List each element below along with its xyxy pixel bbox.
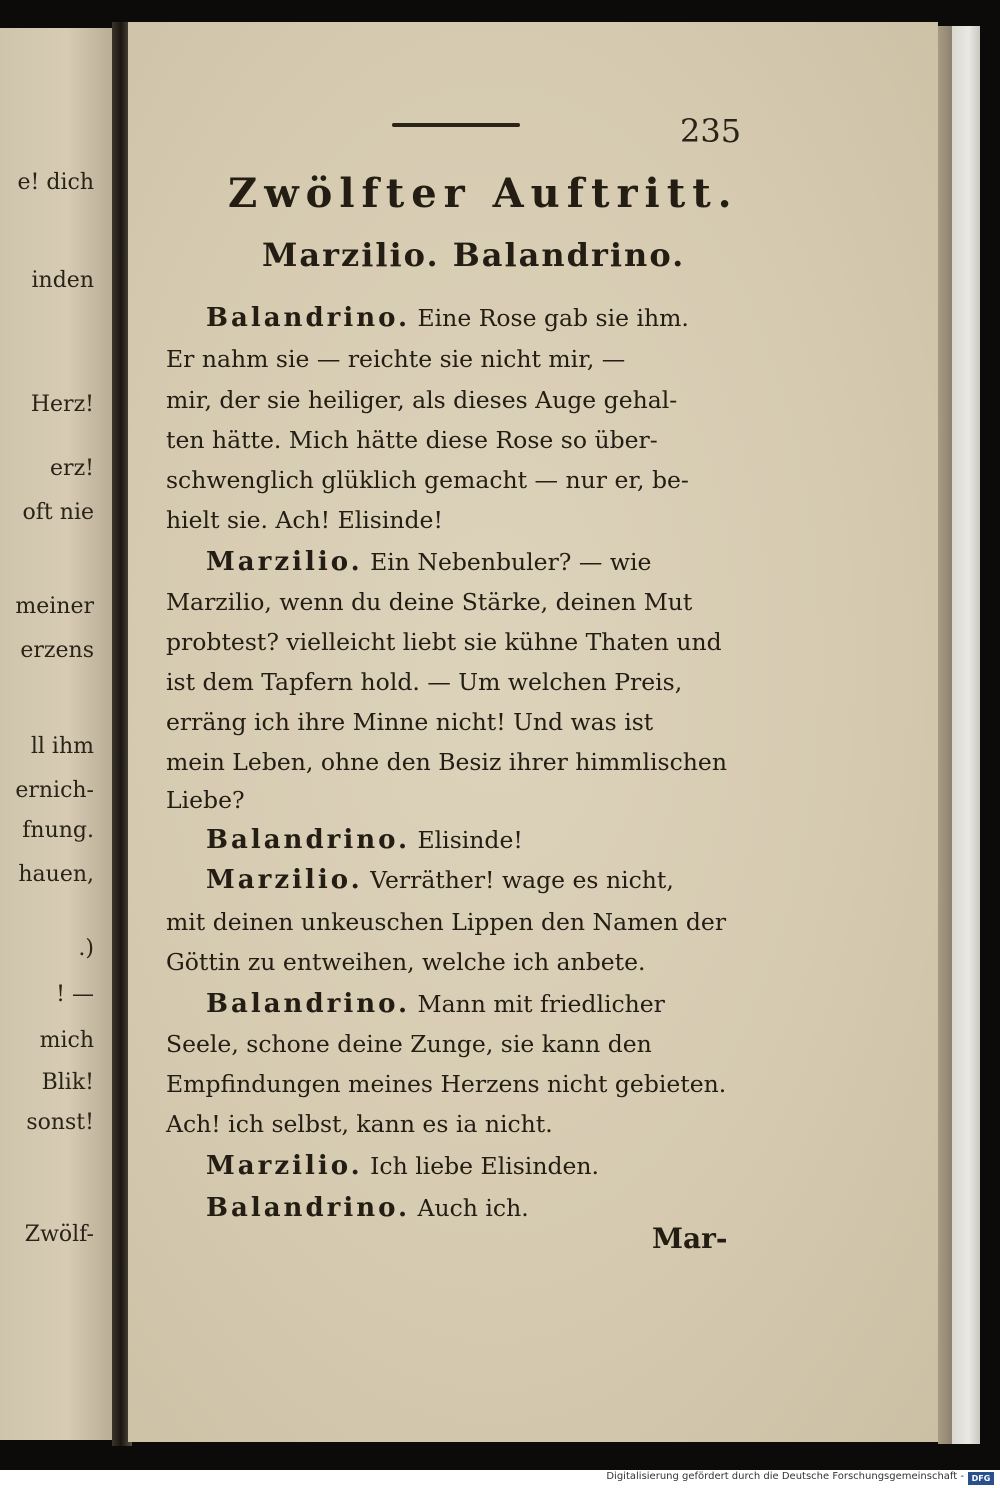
line-text: Empfindungen meines Herzens nicht gebieten.: [166, 1070, 727, 1098]
speaker-name: Balandrino.: [206, 303, 411, 333]
line-text: mir, der sie heiliger, als dieses Auge gehal-: [166, 386, 678, 414]
left-page-fragment: Herz!: [30, 392, 94, 417]
text-line: [166, 662, 682, 702]
text-line: [166, 1104, 553, 1144]
dfg-logo-icon: DFG: [968, 1472, 994, 1485]
text-line: [166, 742, 727, 782]
catchword: Mar-: [652, 1222, 728, 1255]
text-line: [206, 984, 665, 1024]
speaker-name: Marzilio.: [206, 1151, 363, 1181]
scene-characters: Marzilio. Balandrino.: [262, 236, 686, 274]
text-line: [166, 902, 726, 942]
page-number: 235: [680, 112, 742, 150]
line-text: mein Leben, ohne den Besiz ihrer himmlischen: [166, 748, 727, 776]
text-line: [166, 1024, 652, 1064]
left-page-fragment: erzens: [20, 638, 94, 663]
line-text: Seele, schone deine Zunge, sie kann den: [166, 1030, 652, 1058]
speaker-name: Marzilio.: [206, 547, 363, 577]
left-page-fragment: inden: [31, 268, 94, 293]
line-text: ten hätte. Mich hätte diese Rose so über-: [166, 426, 658, 454]
line-text: Liebe?: [166, 786, 245, 814]
text-line: [166, 339, 625, 379]
line-text: Elisinde!: [410, 826, 523, 854]
left-page-fragment: meiner: [15, 594, 94, 619]
speaker-name: Balandrino.: [206, 1193, 411, 1223]
left-page-fragment: ! —: [56, 982, 94, 1007]
text-line: [166, 622, 722, 662]
line-text: Verräther! wage es nicht,: [362, 866, 674, 894]
speaker-name: Balandrino.: [206, 989, 411, 1019]
left-page-fragment: erz!: [50, 456, 94, 481]
scan-margin: [952, 26, 980, 1444]
text-line: [166, 380, 677, 420]
text-line: [206, 820, 523, 860]
text-line: [206, 1188, 529, 1228]
text-line: [166, 780, 245, 820]
line-text: Eine Rose gab sie ihm.: [410, 304, 689, 332]
speaker-name: Marzilio.: [206, 865, 363, 895]
line-text: Auch ich.: [410, 1194, 529, 1222]
line-text: Göttin zu entweihen, welche ich anbete.: [166, 948, 646, 976]
text-line: [166, 582, 692, 622]
left-page-fragment: ernich-: [15, 778, 94, 803]
left-page-fragment: Zwölf-: [24, 1222, 94, 1247]
line-text: schwenglich glüklich gemacht — nur er, be-: [166, 466, 689, 494]
left-page-fragment: oft nie: [22, 500, 94, 525]
line-text: Ein Nebenbuler? — wie: [362, 548, 652, 576]
text-line: [166, 1064, 726, 1104]
line-text: erräng ich ihre Minne nicht! Und was ist: [166, 708, 654, 736]
left-page-fragment: ll ihm: [30, 734, 94, 759]
footer-credit: Digitalisierung gefördert durch die Deutsche Forschungsgemeinschaft -: [606, 1471, 964, 1482]
line-text: Ach! ich selbst, kann es ia nicht.: [166, 1110, 553, 1138]
line-text: Er nahm sie — reichte sie nicht mir, —: [166, 345, 626, 373]
line-text: Ich liebe Elisinden.: [362, 1152, 600, 1180]
text-line: [166, 500, 443, 540]
page-edge: [938, 26, 952, 1444]
left-page-fragment: Blik!: [41, 1070, 94, 1095]
line-text: hielt sie. Ach! Elisinde!: [166, 506, 443, 534]
left-page-edge: [0, 28, 112, 1440]
text-line: [166, 702, 653, 742]
line-text: Mann mit friedlicher: [410, 990, 665, 1018]
left-page-fragment: .): [78, 936, 94, 961]
text-line: [206, 860, 674, 900]
left-page-fragment: hauen,: [18, 862, 94, 887]
left-page-fragment: fnung.: [22, 818, 94, 843]
text-line: [206, 1146, 599, 1186]
text-line: [206, 298, 689, 338]
header-rule: [392, 123, 520, 127]
line-text: ist dem Tapfern hold. — Um welchen Preis,: [166, 668, 683, 696]
text-line: [166, 460, 689, 500]
scene-heading: Zwölfter Auftritt.: [228, 170, 739, 217]
left-page-fragment: e! dich: [17, 170, 94, 195]
text-line: [206, 542, 651, 582]
line-text: mit deinen unkeuschen Lippen den Namen der: [166, 908, 727, 936]
line-text: Marzilio, wenn du deine Stärke, deinen Mut: [166, 588, 693, 616]
speaker-name: Balandrino.: [206, 825, 411, 855]
left-page-fragment: sonst!: [26, 1110, 94, 1135]
text-line: [166, 942, 645, 982]
text-line: [166, 420, 658, 460]
line-text: probtest? vielleicht liebt sie kühne Thaten und: [166, 628, 722, 656]
left-page-fragment: mich: [39, 1028, 94, 1053]
